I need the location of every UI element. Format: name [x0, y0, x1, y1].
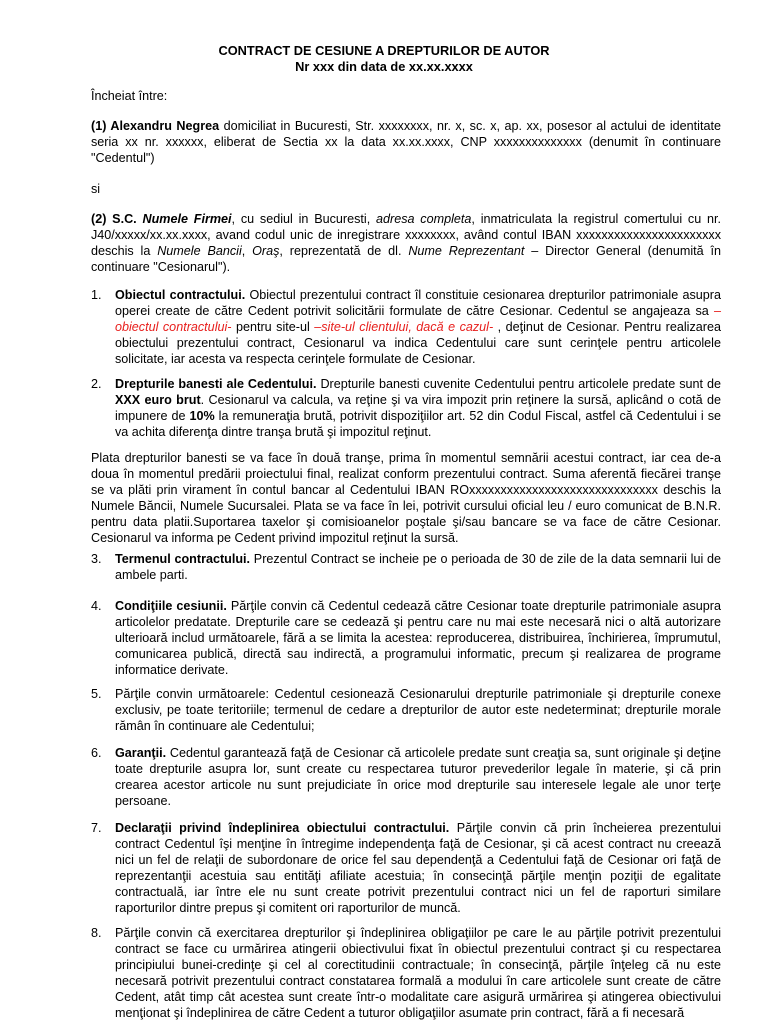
- clause-5-text: Părţile convin următoarele: Cedentul cesionează Cesionarului drepturile patrimoniale şi drepturile conexe exclusiv, pe toate teritoriile; termenul de cedare a drepturilor de autor este nedeterminat; drepturile morale rămân în continuare ale Cedentului;: [115, 687, 721, 733]
- party-2-city: Oraş: [252, 244, 280, 258]
- intro-line: Încheiat între:: [91, 89, 168, 103]
- party-1-text: domiciliat in Bucuresti, Str. xxxxxxxx, nr. x, sc. x, ap. xx, posesor al actului de identitate seria xx nr. xxxxxx, eliberat de Sectia xx la data xx.xx.xxxx, CNP xxxxxxxxxxxxxx (denumit în continuare "Cedentul"): [91, 119, 721, 165]
- clause-7-text: Părţile convin că prin încheierea prezentului contract Cedentul îşi menţine în întregime independenţa faţă de Cesionar, şi că acest contract nu creează nici un fel de relaţii de subordonare de orice fel sau dependenţă a Cedentului faţă de Cesionar ori faţă de reprezentanţii acestuia sau entităţi afiliate acestuia; în consecinţă părţile menţin poziţii de egalitate contractuală, iar între ele nu sunt create potrivit prezentului contract nici un fel de raporturi similare raporturilor dintre prepus şi comitent ori raporturilor de muncă.: [115, 821, 721, 915]
- clause-5: [91, 686, 721, 734]
- clause-1-text-a: Obiectul prezentului contract îl constituie cesionarea drepturilor patrimoniale asupra operei create de către Cedent potrivit solicitării formulate de către Cesionar. Cedentul se angajeaza sa: [115, 288, 721, 318]
- party-1-label: (1) Alexandru Negrea: [91, 119, 220, 133]
- clause-1-placeholder-object: –obiectul contractului-: [115, 304, 721, 334]
- clause-6-number: 6.: [91, 746, 102, 760]
- clause-7: [91, 820, 721, 916]
- party-2-text-c: ,: [241, 244, 253, 258]
- clause-2-amount: XXX euro brut: [115, 393, 201, 407]
- document-title: CONTRACT DE CESIUNE A DREPTURILOR DE AUTOR: [218, 43, 550, 58]
- clause-2-text-a: Drepturile banesti cuvenite Cedentului pentru articolele predate sunt de: [316, 377, 721, 391]
- clause-8-number: 8.: [91, 926, 102, 940]
- party-2-text-e: – Director General (denumită în continuare "Cesionarul").: [91, 244, 721, 274]
- clause-5-number: 5.: [91, 687, 102, 701]
- clause-3: [91, 551, 721, 583]
- clause-8-text: Părţile convin că exercitarea drepturilor şi îndeplinirea obligaţiilor pe care le au părţile potrivit prezentului contract se face cu urmărirea atingerii obiectivului fixat în obiectul prezentului contract şi cu respectarea principiului bunei-credinţe şi cel al corectitudinii contractuale; în consecinţă, părţile înţeleg că nu este necesară potrivit prezentului contract constatarea formală a modului în care articolele sunt create de către Cedent, atât timp cât acestea sunt create într-o modalitate care asigură urmărirea şi atingerea obiectivului menţionat şi îndeplinirea de către Cedent a tuturor obligaţiilor asumate prin contract, fără a fi necesară: [115, 926, 721, 1020]
- party-2-company-name: Numele Firmei: [142, 212, 232, 226]
- clause-1: [91, 287, 721, 367]
- party-2-text-d: , reprezentată de dl.: [279, 244, 409, 258]
- clause-6: [91, 745, 721, 809]
- clause-2-text-c: la remuneraţia brută, potrivit dispoziţiilor art. 52 din Codul Fiscal, astfel că Cedentului i se va achita diferenţa dintre tranşa brută şi impozitul reţinut.: [115, 409, 722, 439]
- clause-2-text-b: . Cesionarul va calcula, va reţine şi va vira impozit prin reţinere la sursă, aplicând o cotă de impunere de: [115, 393, 722, 423]
- document-number: Nr xxx din data de xx.xx.xxxx: [295, 59, 473, 74]
- party-2-label: (2) S.C.: [91, 212, 143, 226]
- clause-4-heading: Condiţiile cesiunii.: [115, 599, 227, 613]
- clause-3-text: Prezentul Contract se incheie pe o perioada de 30 de zile de la data semnarii lui de ambele parti.: [115, 552, 721, 582]
- party-2-address: adresa completa: [376, 212, 472, 226]
- clause-1-heading: Obiectul contractului.: [115, 288, 246, 302]
- clause-3-number: 3.: [91, 552, 102, 566]
- party-2-representative: Nume Reprezentant: [408, 244, 525, 258]
- clause-2-heading: Drepturile banesti ale Cedentului.: [115, 377, 317, 391]
- clause-2: [91, 376, 721, 440]
- clause-1-placeholder-site: –site-ul clientului, dacă e cazul-: [314, 320, 494, 334]
- clause-6-text: Cedentul garantează faţă de Cesionar că articolele predate sunt creaţia sa, sunt originale şi deţine toate drepturile asupra lor, sunt create cu respectarea tuturor prevederilor legale în materie, şi că prin crearea acestor articole nu sunt prejudiciate în orice mod drepturile sau interesele legale ale unor terţe persoane.: [115, 746, 721, 808]
- party-2-text-a: , cu sediul in Bucuresti,: [231, 212, 376, 226]
- clause-7-number: 7.: [91, 821, 102, 835]
- clause-2-tax-rate: 10%: [189, 409, 215, 423]
- clause-2-number: 2.: [91, 377, 102, 391]
- clause-4: [91, 598, 721, 678]
- clause-6-heading: Garanţii.: [115, 746, 167, 760]
- clause-1-number: 1.: [91, 288, 102, 302]
- clause-4-number: 4.: [91, 599, 102, 613]
- clause-1-text-c: , deţinut de Cesionar. Pentru realizarea obiectului prezentului contract, Cesionarul va indica Cedentului care sunt cerinţele pentru articolele solicitate, iar acesta va respecta cerinţele formulate de Cesionar.: [115, 320, 721, 366]
- party-1-paragraph: [91, 118, 721, 166]
- clause-1-text-b: pentru site-ul: [231, 320, 315, 334]
- clause-3-heading: Termenul contractului.: [115, 552, 251, 566]
- party-2-bank: Numele Bancii: [157, 244, 242, 258]
- payment-paragraph: Plata drepturilor banesti se va face în două tranşe, prima în momentul semnării acestui contract, iar cea de-a doua în momentul predării proiectului final, realizat conform prezentului contract. Suma aferentă fiecărei tranşe se va plăti prin virament în contul bancar al Cedentului IBAN ROxxxxxxxxxxxxxxxxxxxxxxxxxxxxxx deschis la Numele Băncii, Numele Sucursalei. Plata se va face în lei, potrivit cursului oficial leu / euro comunicat de B.N.R. pentru data platii.Suportarea taxelor şi comisioanelor poştale şi/sau bancare se va face de către Cesionar. Cesionarul va informa pe Cedent privind impozitul reţinut la sursă.: [91, 451, 721, 545]
- party-2-text-b: , inmatriculata la registrul comertului cu nr. J40/xxxxx/xx.xx.xxxx, avand codul unic de inregistrare xxxxxxxx, având contul IBAN xxxxxxxxxxxxxxxxxxxxxxx deschis la: [91, 212, 722, 258]
- conjunction-si: si: [91, 182, 101, 196]
- clause-4-text: Părţile convin că Cedentul cedează către Cesionar toate drepturile patrimoniale asupra articolelor predatate. Drepturile care se cedează şi pentru care nu mai este necesară nici o altă autorizare ulterioară includ următoarele, fără a se limita la acestea: reproducerea, distribuirea, închirierea, împrumutul, comunicarea publică, directă sau indirectă, a programului informatic, precum şi realizarea de programe informatice derivate.: [115, 599, 721, 677]
- party-2-paragraph: [91, 211, 721, 275]
- clause-7-heading: Declaraţii privind îndeplinirea obiectului contractului.: [115, 821, 450, 835]
- clause-8: [91, 925, 721, 1021]
